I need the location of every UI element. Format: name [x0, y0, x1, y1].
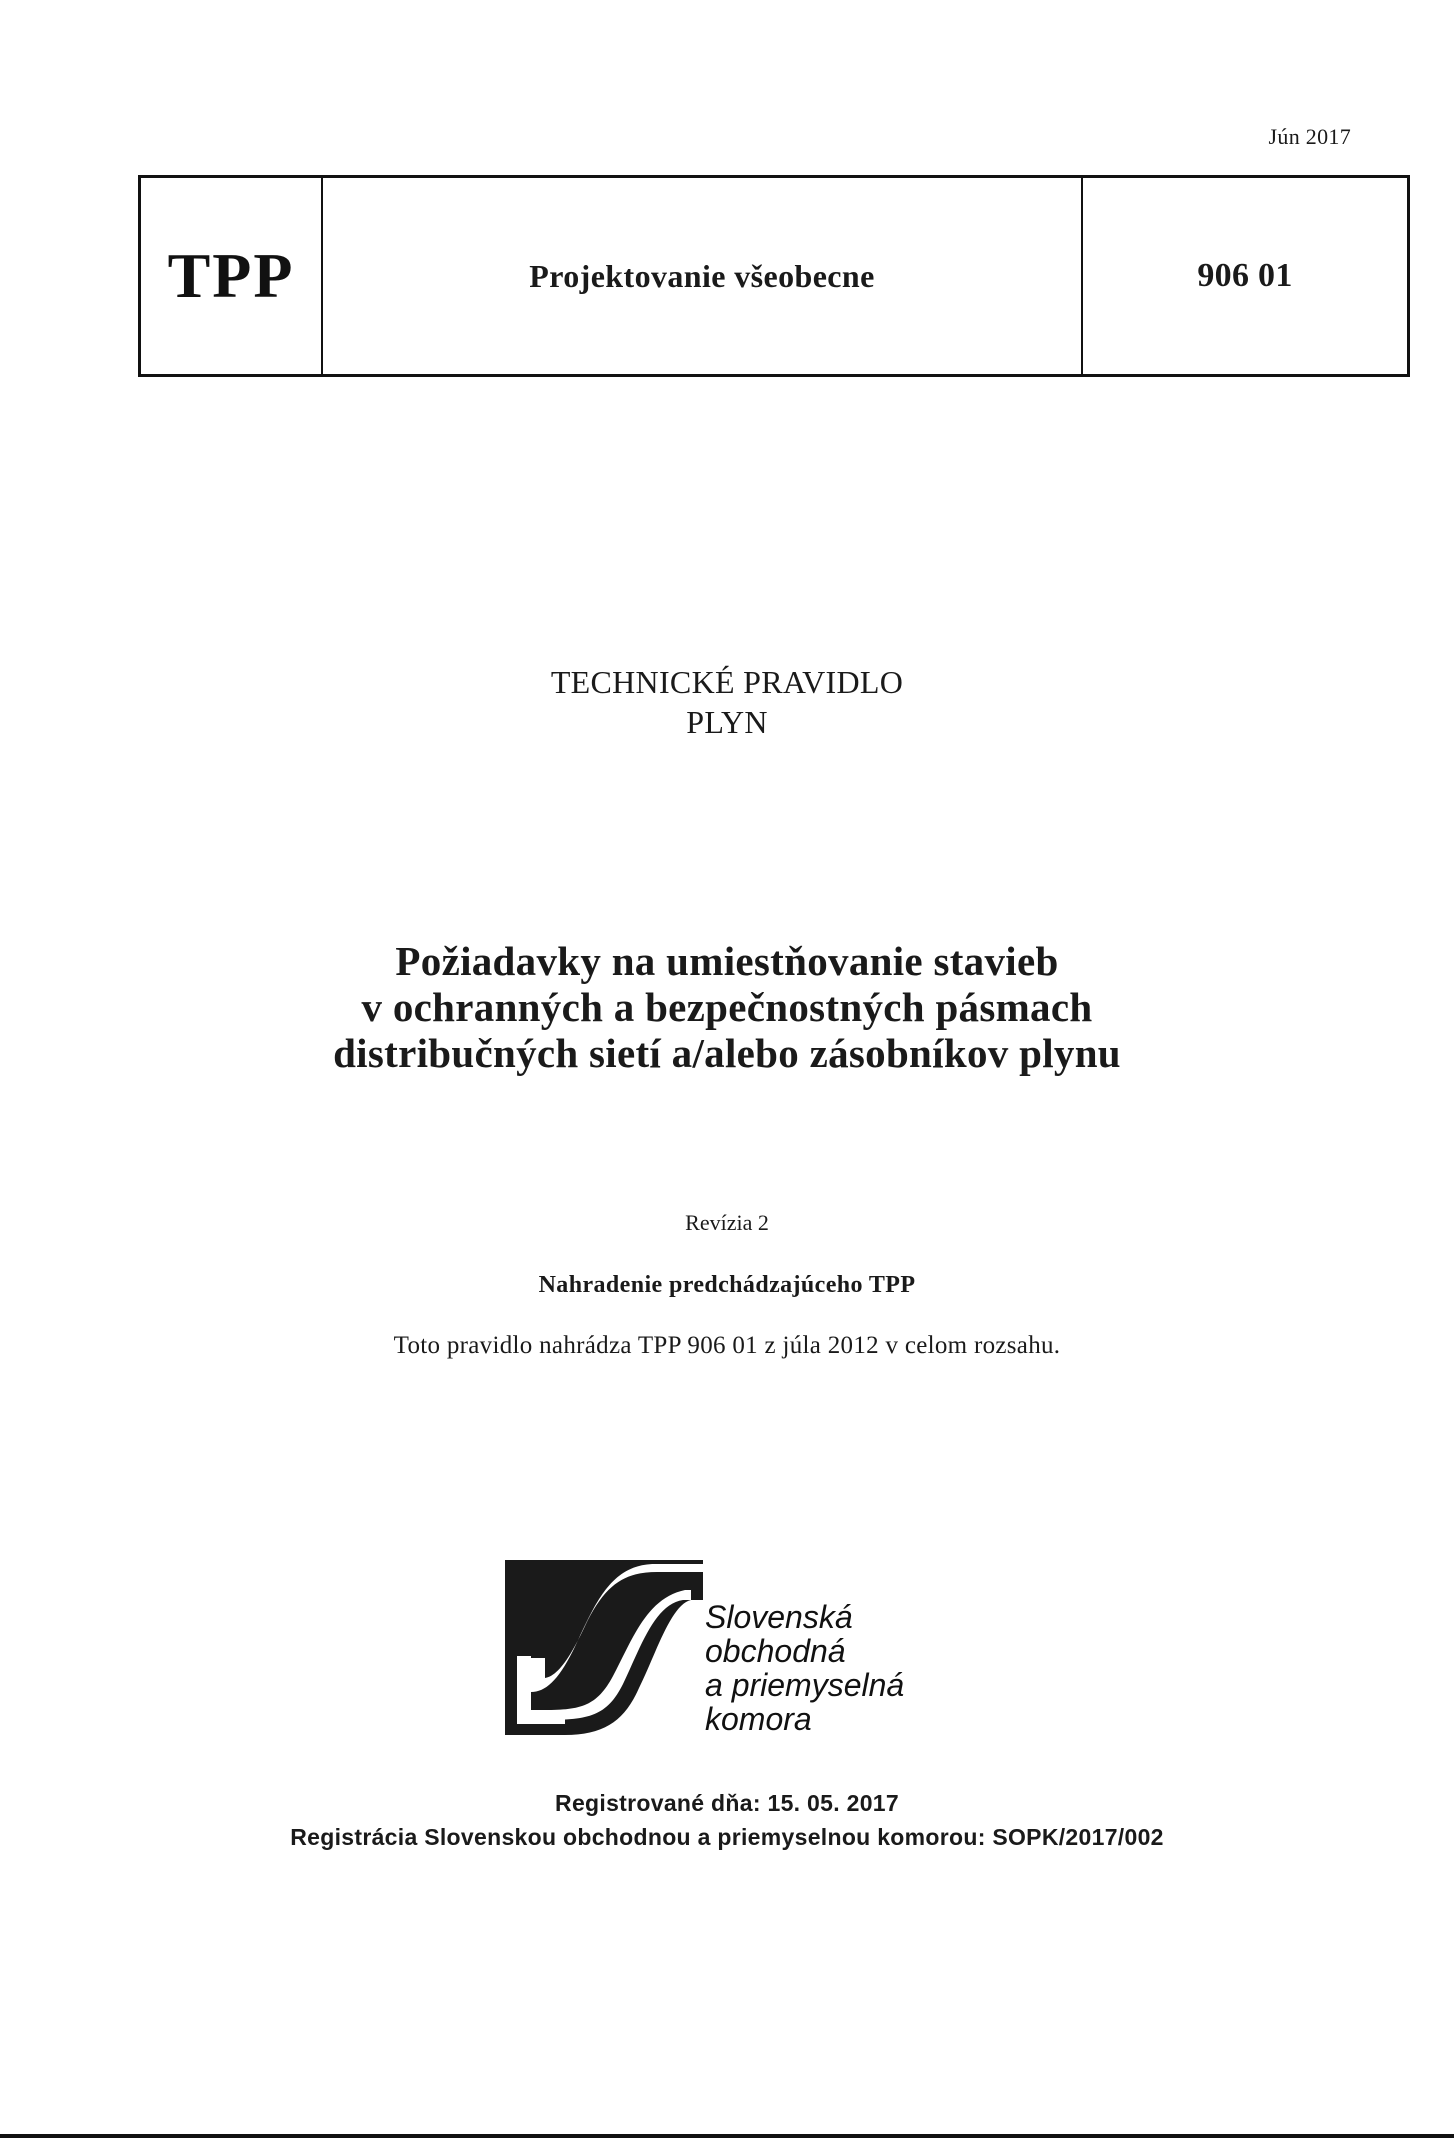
- sopk-name: [705, 1600, 904, 1736]
- header-title: Projektovanie všeobecne: [529, 257, 875, 294]
- revision-label: Revízia 2: [685, 1210, 769, 1235]
- sopk-logo: [505, 1560, 985, 1735]
- replacement-text: Toto pravidlo nahrádza TPP 906 01 z júla 2012 v celom rozsahu.: [393, 1332, 1061, 1359]
- tpp-logo: TPP: [167, 240, 295, 311]
- header-code-cell: [1083, 178, 1407, 374]
- sopk-name-line: komora: [705, 1701, 812, 1737]
- sopk-name-line: obchodná: [705, 1633, 846, 1669]
- header-title-cell: [323, 178, 1083, 374]
- sopk-name-line: Slovenská: [705, 1599, 853, 1635]
- header-table: [138, 175, 1410, 377]
- sopk-name-line: a priemyselná: [705, 1667, 905, 1703]
- sopk-logo-icon: [505, 1560, 703, 1735]
- rule-title-line: PLYN: [686, 704, 768, 740]
- replacement-heading: Nahradenie predchádzajúceho TPP: [538, 1272, 916, 1298]
- main-title-line: v ochranných a bezpečnostných pásmach: [361, 984, 1093, 1030]
- main-title-line: Požiadavky na umiestňovanie stavieb: [395, 938, 1059, 984]
- document-date: Jún 2017: [1268, 124, 1351, 149]
- rule-title-line: TECHNICKÉ PRAVIDLO: [550, 664, 904, 700]
- main-title: [0, 938, 1454, 1076]
- header-logo-cell: [141, 178, 323, 374]
- registration-date: Registrované dňa: 15. 05. 2017: [555, 1790, 899, 1816]
- document-code: 906 01: [1197, 257, 1293, 294]
- rule-title: [0, 662, 1454, 742]
- registration-number: Registrácia Slovenskou obchodnou a priemyselnou komorou: SOPK/2017/002: [290, 1824, 1164, 1850]
- page-bottom-rule: [0, 2134, 1454, 2138]
- main-title-line: distribučných sietí a/alebo zásobníkov plynu: [333, 1030, 1121, 1076]
